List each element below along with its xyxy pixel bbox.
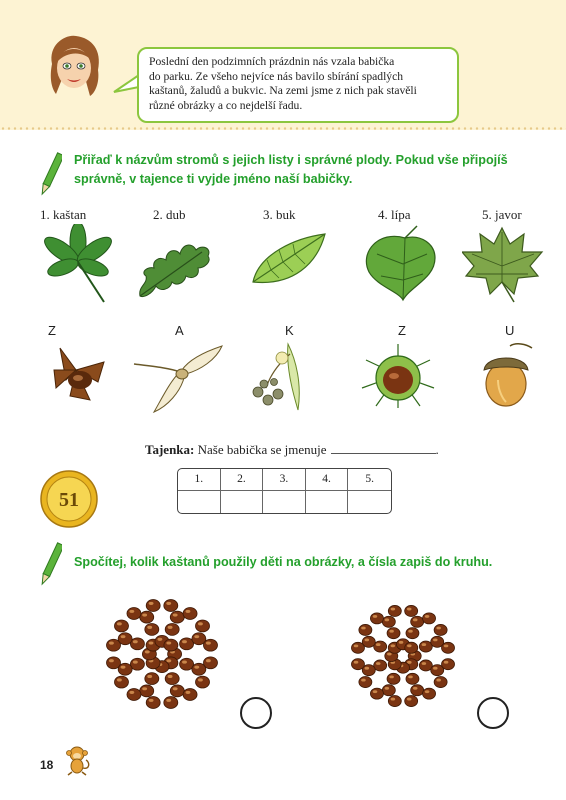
chestnut-highlight: [198, 622, 203, 625]
chestnut-highlight: [391, 698, 396, 701]
tajenka-blank[interactable]: [331, 443, 436, 454]
chestnut-highlight: [133, 640, 138, 643]
answer-circle-2[interactable]: [477, 697, 509, 729]
chestnut-highlight: [444, 661, 449, 664]
chestnut-highlight: [142, 687, 147, 690]
page-number: 18: [40, 758, 54, 772]
chestnut-highlight: [206, 642, 211, 645]
chestnut-highlight: [194, 635, 199, 638]
chestnut-highlight: [206, 659, 211, 662]
chestnut-star-figure-2: [318, 578, 488, 736]
oak-leaf-icon: [130, 224, 216, 304]
chestnut: [387, 673, 400, 684]
chestnut-highlight: [433, 638, 438, 641]
chestnut-highlight: [166, 699, 171, 702]
chestnut-highlight: [109, 642, 114, 645]
chestnut-highlight: [361, 679, 366, 682]
chestnut-highlight: [186, 610, 191, 613]
girl-avatar-icon: [44, 34, 104, 98]
chestnut: [107, 639, 121, 651]
chestnut-highlight: [133, 661, 138, 664]
chestnut-highlight: [186, 691, 191, 694]
tajenka-label: Tajenka:: [145, 442, 195, 457]
chestnut: [196, 676, 210, 688]
tree-label-buk: 3. buk: [263, 207, 296, 222]
chestnut-highlight: [168, 626, 173, 629]
chestnut-highlight: [354, 644, 359, 647]
intro-line: Poslední den podzimních prázdnin nás vzala babička: [149, 55, 395, 68]
chestnut-highlight: [149, 699, 154, 702]
chestnut-highlight: [407, 608, 412, 611]
chestnut: [382, 685, 395, 696]
chestnut-highlight: [391, 608, 396, 611]
chestnut: [382, 616, 395, 627]
chestnut: [165, 623, 179, 635]
chestnut-highlight: [166, 659, 171, 662]
horse-chestnut-leaf-icon: [34, 224, 120, 304]
chestnut-highlight: [407, 698, 412, 701]
chestnut-highlight: [129, 610, 134, 613]
chestnut: [114, 676, 128, 688]
chestnut-icon: [358, 340, 438, 410]
chestnut: [146, 697, 160, 709]
chestnut-highlight: [408, 630, 413, 633]
chestnut: [107, 657, 121, 669]
monkey-icon: [62, 744, 92, 776]
chestnut: [370, 613, 383, 624]
fruit-letter: K: [285, 323, 294, 338]
chestnut: [127, 689, 141, 701]
linden-leaf-icon: [355, 224, 441, 304]
tree-label-kastan: 1. kaštan: [40, 207, 87, 222]
chestnut-highlight: [373, 690, 378, 693]
chestnut: [419, 660, 432, 671]
chestnut: [411, 616, 424, 627]
chestnut-highlight: [182, 661, 187, 664]
chestnut: [374, 660, 387, 671]
pencil-icon: [40, 540, 62, 588]
chestnut: [442, 659, 455, 670]
task1-instruction: [74, 151, 508, 189]
chestnut: [442, 642, 455, 653]
chestnut: [203, 639, 217, 651]
chestnut-highlight: [147, 626, 152, 629]
grid-answer-cell[interactable]: [263, 491, 306, 513]
chestnut: [140, 685, 154, 697]
chestnut: [434, 677, 447, 688]
chestnut-highlight: [117, 678, 122, 681]
chestnut: [405, 605, 418, 616]
chestnut-highlight: [147, 675, 152, 678]
fruit-letter: U: [505, 323, 515, 338]
chestnut: [405, 642, 418, 653]
beech-leaf-icon: [245, 224, 331, 304]
chestnut-highlight: [376, 662, 381, 665]
chestnut-highlight: [117, 622, 122, 625]
chestnut-highlight: [168, 675, 173, 678]
chestnut: [374, 641, 387, 652]
chestnut: [423, 613, 436, 624]
pencil-icon: [40, 150, 62, 198]
chestnut: [164, 639, 178, 651]
chestnut-highlight: [198, 678, 203, 681]
chestnut-highlight: [142, 613, 147, 616]
chestnut: [180, 638, 194, 650]
chestnut: [145, 673, 159, 685]
chestnut-highlight: [376, 643, 381, 646]
chestnut-highlight: [385, 687, 390, 690]
chestnut: [203, 657, 217, 669]
grid-answer-cell[interactable]: [221, 491, 264, 513]
tajenka-line: [145, 442, 439, 458]
chestnut-highlight: [354, 661, 359, 664]
chestnut: [170, 611, 184, 623]
chestnut: [183, 608, 197, 620]
chestnut-highlight: [109, 659, 114, 662]
chestnut: [165, 673, 179, 685]
chestnut: [140, 611, 154, 623]
chestnut: [164, 600, 178, 612]
chestnut-highlight: [149, 602, 154, 605]
chestnut-highlight: [365, 638, 370, 641]
chestnut-highlight: [413, 687, 418, 690]
tajenka-grid: [177, 468, 392, 514]
chestnut: [388, 605, 401, 616]
task1-line: správně, v tajence ti vyjde jméno naší babičky.: [74, 172, 353, 186]
chestnut-highlight: [425, 690, 430, 693]
chestnut: [370, 688, 383, 699]
grid-answer-cell[interactable]: [306, 491, 349, 513]
chestnut-highlight: [173, 613, 178, 616]
task1-line: Přiřaď k názvům stromů s jejich listy i správné plody. Pokud vše připojíš: [74, 153, 508, 167]
chestnut: [170, 685, 184, 697]
chestnut-highlight: [399, 641, 404, 644]
grid-header-cell: 5.: [348, 469, 391, 491]
intro-line: do parku. Ze všeho nejvíce nás bavilo sbírání spadlých: [149, 69, 404, 83]
chestnut: [359, 624, 372, 635]
chestnut-highlight: [444, 644, 449, 647]
chestnut: [359, 677, 372, 688]
chestnut-highlight: [391, 644, 396, 647]
chestnut-highlight: [436, 627, 441, 630]
chestnut-highlight: [166, 641, 171, 644]
chestnut-highlight: [422, 662, 427, 665]
tree-label-lipa: 4. lípa: [378, 207, 411, 222]
answer-circle-1[interactable]: [240, 697, 272, 729]
chestnut: [180, 658, 194, 670]
chestnut-highlight: [389, 675, 394, 678]
chestnut: [130, 638, 144, 650]
chestnut-highlight: [361, 627, 366, 630]
chestnut-highlight: [413, 618, 418, 621]
tajenka-end: .: [435, 442, 439, 457]
chestnut-highlight: [157, 638, 162, 641]
chestnut-highlight: [173, 687, 178, 690]
chestnut: [145, 623, 159, 635]
chestnut: [351, 659, 364, 670]
chestnut-highlight: [422, 643, 427, 646]
grid-answer-cell[interactable]: [348, 491, 391, 513]
linden-fruit-icon: [248, 340, 318, 415]
chestnut-highlight: [373, 615, 378, 618]
chestnut: [388, 695, 401, 706]
chestnut: [114, 620, 128, 632]
chestnut-highlight: [436, 679, 441, 682]
chestnut-highlight: [365, 667, 370, 670]
grid-answer-cell[interactable]: [178, 491, 221, 513]
chestnut-highlight: [408, 675, 413, 678]
chestnut-highlight: [145, 650, 150, 653]
grid-header-cell: 2.: [221, 469, 264, 491]
chestnut-highlight: [121, 635, 126, 638]
maple-leaf-icon: [462, 224, 548, 304]
chestnut-highlight: [433, 667, 438, 670]
chestnut-highlight: [182, 640, 187, 643]
chestnut-highlight: [389, 630, 394, 633]
chestnut: [419, 641, 432, 652]
chestnut-star-figure-1: [82, 582, 242, 732]
speech-bubble: [137, 47, 459, 123]
tree-label-dub: 2. dub: [153, 207, 186, 222]
beechnut-icon: [46, 340, 116, 410]
chestnut-highlight: [129, 691, 134, 694]
chestnut-highlight: [194, 666, 199, 669]
badge-number: 51: [59, 489, 79, 511]
chestnut: [351, 642, 364, 653]
chestnut: [183, 689, 197, 701]
chestnut: [411, 685, 424, 696]
tajenka-text: Naše babička se jmenuje: [197, 442, 327, 457]
chestnut-highlight: [407, 661, 412, 664]
chestnut: [146, 600, 160, 612]
chestnut-highlight: [387, 653, 392, 656]
coin-badge-icon: [40, 470, 98, 528]
chestnut-highlight: [166, 602, 171, 605]
fruit-letter: Z: [48, 323, 56, 338]
grid-header-cell: 4.: [306, 469, 349, 491]
chestnut: [406, 628, 419, 639]
intro-line: různé obrázky a co nejdelší řadu.: [149, 98, 303, 112]
chestnut-highlight: [407, 644, 412, 647]
chestnut-highlight: [425, 615, 430, 618]
acorn-icon: [476, 340, 540, 410]
chestnut: [423, 688, 436, 699]
chestnut-highlight: [149, 641, 154, 644]
chestnut: [406, 673, 419, 684]
chestnut: [164, 697, 178, 709]
chestnut: [196, 620, 210, 632]
intro-line: kaštanů, žaludů a bukvic. Na zemi jsme z nich pak stavěli: [149, 84, 417, 98]
task2-instruction: Spočítej, kolik kaštanů použily děti na obrázky, a čísla zapiš do kruhu.: [74, 555, 493, 569]
grid-header-cell: 3.: [263, 469, 306, 491]
fruit-letter: Z: [398, 323, 406, 338]
chestnut: [387, 628, 400, 639]
chestnut-highlight: [385, 618, 390, 621]
maple-seed-icon: [130, 340, 225, 420]
chestnut: [130, 658, 144, 670]
fruit-letter: A: [175, 323, 184, 338]
chestnut: [434, 624, 447, 635]
chestnut: [127, 608, 141, 620]
grid-header-cell: 1.: [178, 469, 221, 491]
chestnut: [405, 695, 418, 706]
tree-label-javor: 5. javor: [482, 207, 522, 222]
chestnut-highlight: [121, 666, 126, 669]
